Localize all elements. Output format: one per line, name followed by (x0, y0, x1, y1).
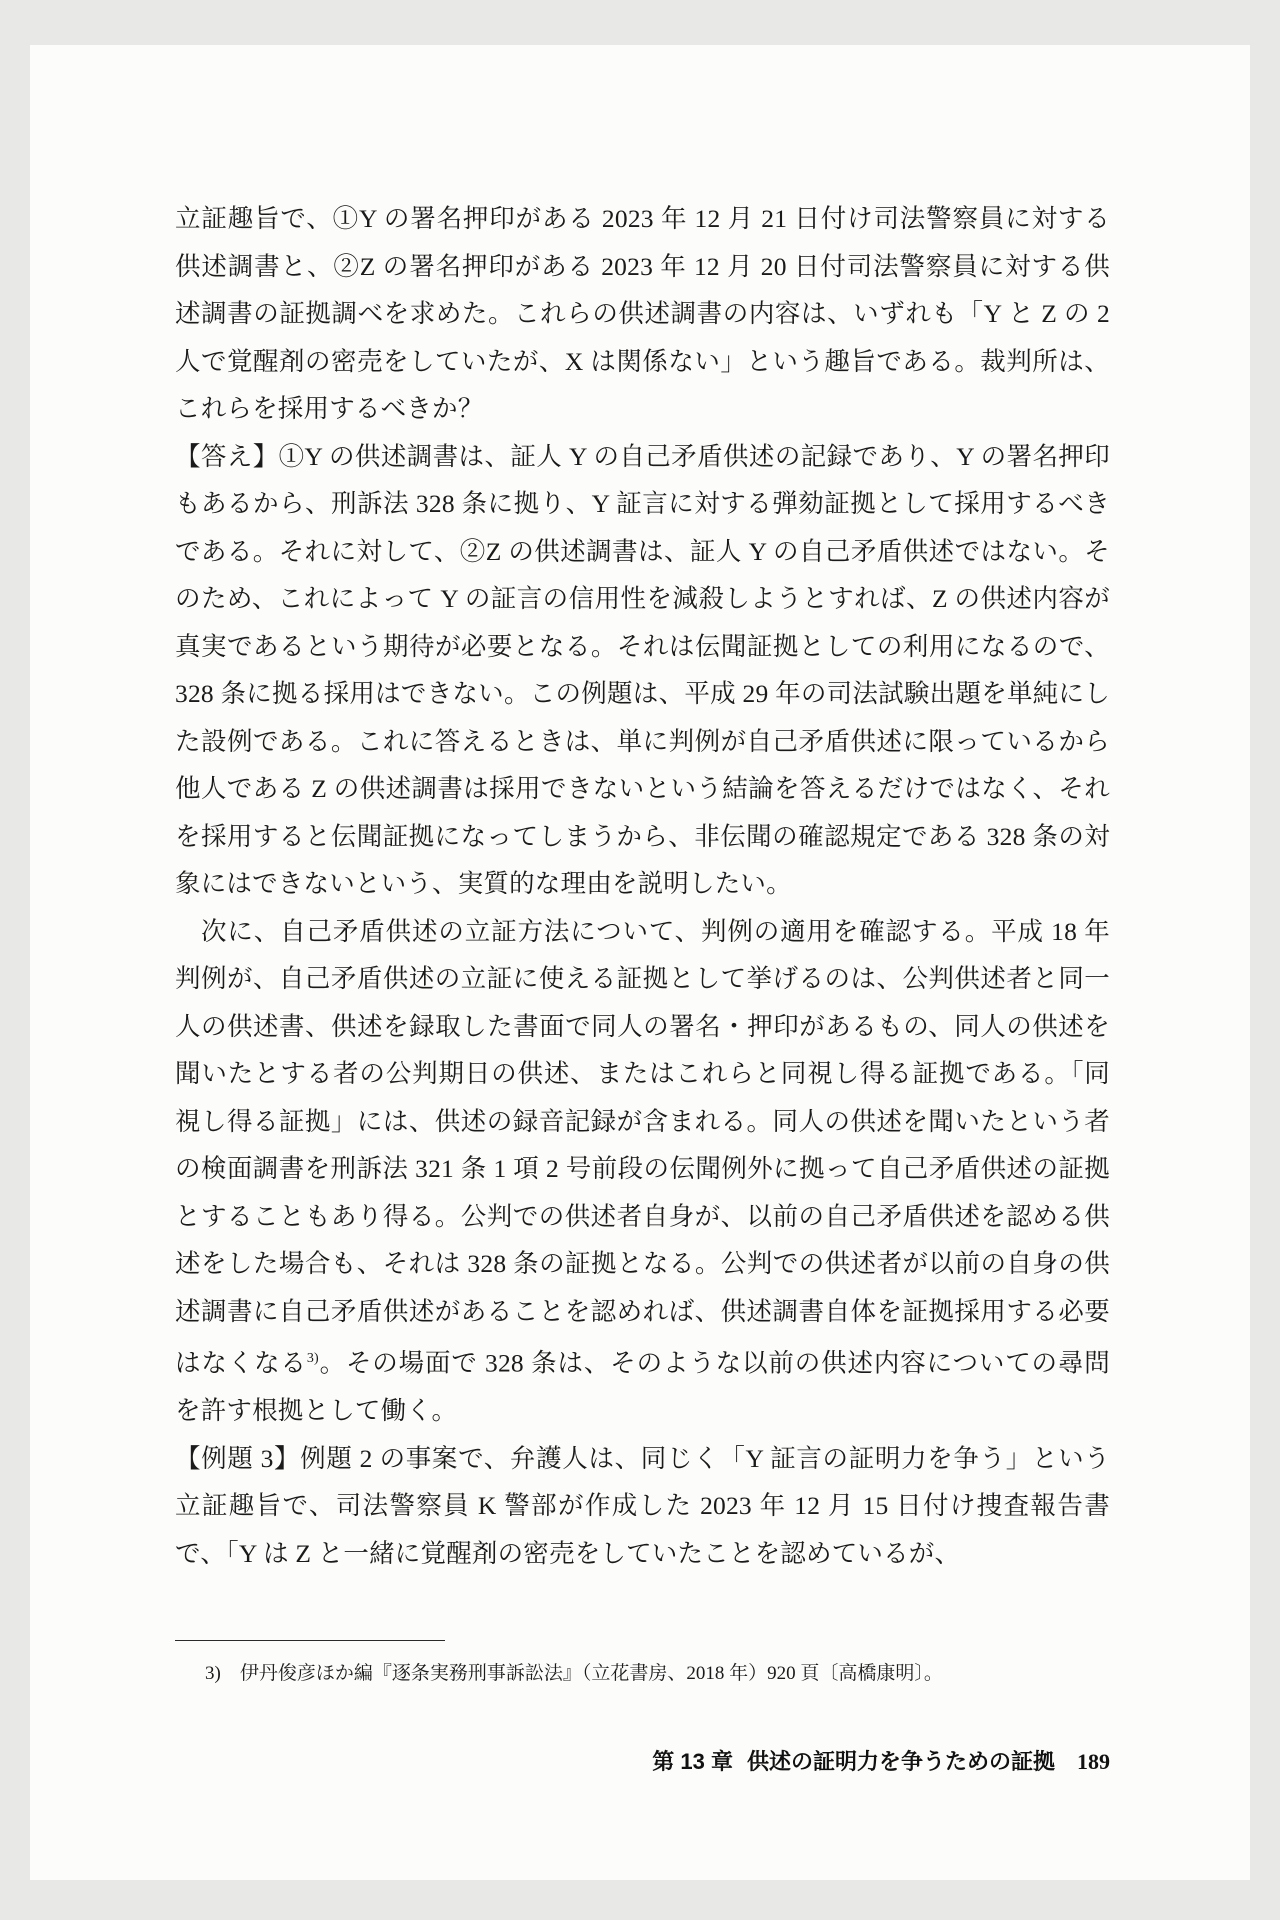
footnote-area (175, 1640, 1110, 1689)
page-body (175, 195, 1110, 1577)
footnote-body: 伊丹俊彦ほか編『逐条実務刑事訴訟法』（立花書房、2018 年）920 頁〔高橋康明〕。 (239, 1663, 943, 1684)
footer-page-number: 189 (1077, 1749, 1110, 1774)
document-page (30, 45, 1250, 1880)
paragraph-2: 【答え】①Y の供述調書は、証人 Y の自己矛盾供述の記録であり、Y の署名押印もあるから、刑訴法 328 条に拠り、Y 証言に対する弾劾証拠として採用するべきである。それに対して、②Z の供述調書は、証人 Y の自己矛盾供述ではない。そのため、これによって Y の証言の信用性を減殺しようとすれば、Z の供述内容が真実であるという期待が必要となる。それは伝聞証拠としての利用になるので、328 条に拠る採用はできない。この例題は、平成 29 年の司法試験出題を単純にした設例である。これに答えるときは、単に判例が自己矛盾供述に限っているから他人である Z の供述調書は採用できないという結論を答えるだけではなく、それを採用すると伝聞証拠になってしまうから、非伝聞の確認規定である 328 条の対象にはできないという、実質的な理由を説明したい。 (175, 441, 1110, 898)
page-footer (175, 1745, 1110, 1776)
paragraph-1: 立証趣旨で、①Y の署名押印がある 2023 年 12 月 21 日付け司法警察員に対する供述調書と、②Z の署名押印がある 2023 年 12 月 20 日付司法警察員に対する供述調書の証拠調べを求めた。これらの供述調書の内容は、いずれも「Y と Z の 2 人で覚醒剤の密売をしていたが、X は関係ない」という趣旨である。裁判所は、これらを採用するべきか？ (175, 204, 1110, 423)
paragraph-3-text-after: 。その場面で 328 条は、そのような以前の供述内容についての尋問を許す根拠として働く。 (175, 1348, 1110, 1425)
footnote-item (175, 1659, 1110, 1689)
paragraph-3-text-before: 次に、自己矛盾供述の立証方法について、判例の適用を確認する。平成 18 年判例が、自己矛盾供述の立証に使える証拠として挙げるのは、公判供述者と同一人の供述書、供述を録取した書面で同人の署名・押印があるもの、同人の供述を聞いたとする者の公判期日の供述、またはこれらと同視し得る証拠である。「同視し得る証拠」には、供述の録音記録が含まれる。同人の供述を聞いたという者の検面調書を刑訴法 321 条 1 項 2 号前段の伝聞例外に拠って自己矛盾供述の証拠とすることもあり得る。公判での供述者自身が、以前の自己矛盾供述を認める供述をした場合も、それは 328 条の証拠となる。公判での供述者が以前の自身の供述調書に自己矛盾供述があることを認めれば、供述調書自体を証拠採用する必要はなくなる (175, 916, 1110, 1378)
footnote-number: 3) (205, 1663, 221, 1684)
footer-chapter-title: 供述の証明力を争うための証拠 (746, 1749, 1055, 1774)
paragraph-4: 【例題 3】例題 2 の事案で、弁護人は、同じく「Y 証言の証明力を争う」という立証趣旨で、司法警察員 K 警部が作成した 2023 年 12 月 15 日付け捜査報告書で、「Y は Z と一緒に覚醒剤の密売をしていたことを認めているが、 (175, 1443, 1110, 1568)
footnote-separator (175, 1640, 445, 1641)
paragraph-3 (175, 908, 1110, 1435)
footer-chapter-number: 第 13 章 (652, 1749, 733, 1774)
footnote-reference-3: 3) (306, 1351, 319, 1366)
